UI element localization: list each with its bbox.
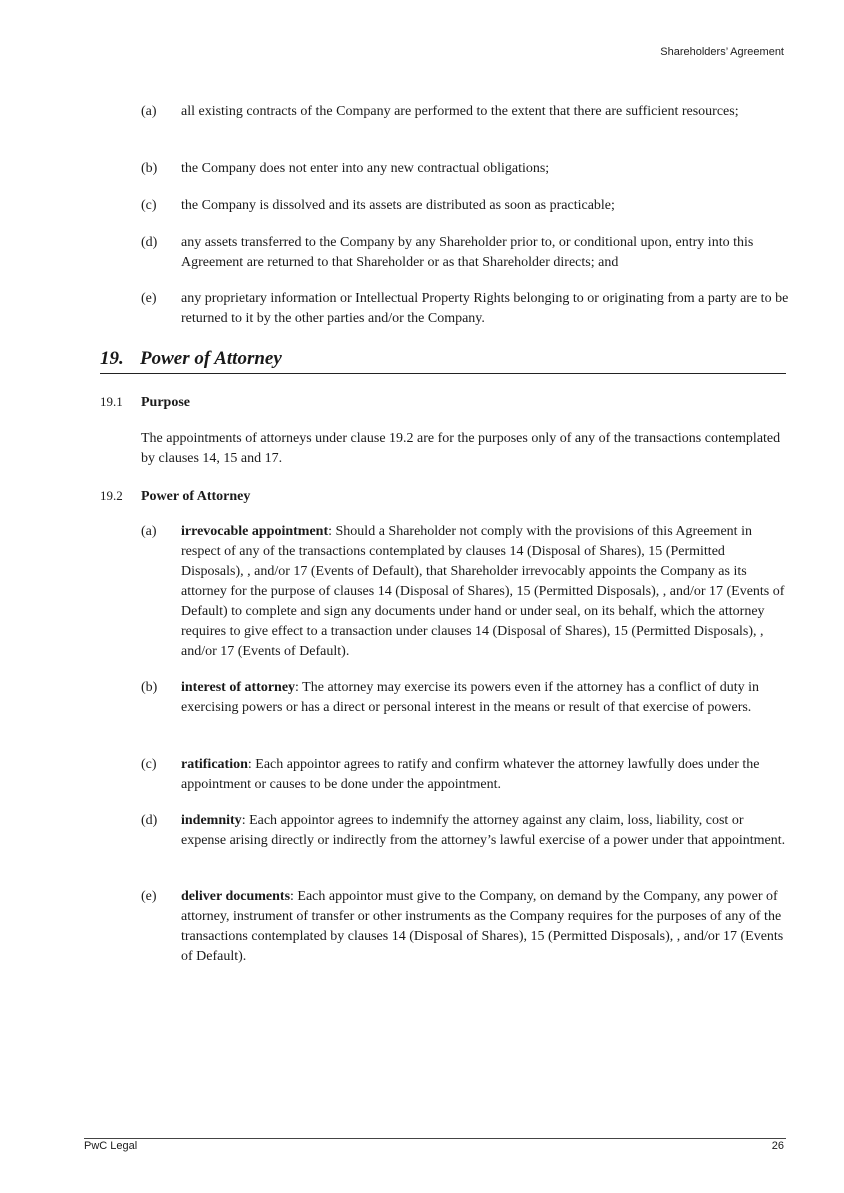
defined-term: ratification <box>181 757 248 772</box>
footer-divider <box>84 1138 786 1139</box>
clause-title: Purpose <box>141 395 190 410</box>
list-item <box>100 159 790 179</box>
defined-term: deliver documents <box>181 889 291 904</box>
page-number: 26 <box>771 1140 784 1152</box>
list-item-body: : Should a Shareholder not comply with the provisions of this Agreement in respect of any of the transactions contemplated by clauses 14 (Disposal of Shares), 15 (Permitted Disposals), , and/or 17 (Events of Default), that Shareholder irrevocably appoints the Company as its attorney for the purpose of clauses 14 (Disposal of Shares), 15 (Permitted Disposals), , and/or 17 (Events of Default) to complete and sign any documents under hand or under seal, on its behalf, which the attorney requires to give effect to a transaction under clauses 14 (Disposal of Shares), 15 (Permitted Disposals), , and/or 17 (Events of Default). <box>181 524 785 659</box>
list-item-label: (e) <box>141 889 157 904</box>
section-number: 19. <box>100 348 124 369</box>
list-item <box>100 887 790 967</box>
defined-term: interest of attorney <box>181 680 296 695</box>
running-header: Shareholders’ Agreement <box>660 46 784 58</box>
list-item <box>100 233 790 273</box>
clause-heading <box>100 486 250 507</box>
list-item-body: : Each appointor agrees to ratify and confirm whatever the attorney lawfully does under the appointment or causes to be done under the appointment. <box>181 757 760 792</box>
list-item-label: (a) <box>141 104 157 119</box>
list-item-body: : Each appointor agrees to indemnify the attorney against any claim, loss, liability, cost or expense arising directly or indirectly from the attorney’s lawful exercise of a power under that appointment. <box>181 813 786 848</box>
list-item-label: (c) <box>141 757 157 772</box>
list-item-text <box>181 887 790 967</box>
list-item-text <box>181 678 790 718</box>
list-item <box>100 522 790 662</box>
list-item-label: (c) <box>141 198 157 213</box>
list-item-label: (b) <box>141 680 158 695</box>
list-item-text: the Company is dissolved and its assets are distributed as soon as practicable; <box>181 198 615 213</box>
list-item <box>100 678 790 718</box>
defined-term: irrevocable appointment <box>181 524 329 539</box>
clause-title: Power of Attorney <box>141 489 251 504</box>
list-item <box>100 811 790 851</box>
defined-term: indemnity <box>181 813 242 828</box>
list-item <box>100 196 790 216</box>
list-item-body: : The attorney may exercise its powers even if the attorney has a conflict of duty in exercising powers or has a direct or personal interest in the means or result of that exercise of powers. <box>181 680 759 715</box>
list-item-text <box>181 522 790 662</box>
clause-heading <box>100 392 190 413</box>
list-item-label: (d) <box>141 813 158 828</box>
list-item <box>100 289 790 329</box>
list-item-text: the Company does not enter into any new contractual obligations; <box>181 161 550 176</box>
list-item-label: (a) <box>141 524 157 539</box>
list-item <box>100 102 790 122</box>
list-item-label: (b) <box>141 161 158 176</box>
list-item-text <box>181 755 790 795</box>
clause-body: The appointments of attorneys under clause 19.2 are for the purposes only of any of the transactions contemplated by clauses 14, 15 and 17. <box>141 431 781 466</box>
clause-number: 19.1 <box>100 394 123 409</box>
list-item-body: : Each appointor must give to the Company, on demand by the Company, any power of attorney, instrument of transfer or other instruments as the Company requires for the purposes of any of the transactions contemplated by clauses 14 (Disposal of Shares), 15 (Permitted Disposals), , and/or 17 (Events of Default). <box>181 889 784 964</box>
section-heading <box>100 347 786 374</box>
section-title: Power of Attorney <box>140 348 282 369</box>
list-item <box>100 755 790 795</box>
footer-firm-name: PwC Legal <box>84 1140 138 1152</box>
list-item-text: any assets transferred to the Company by any Shareholder prior to, or conditional upon, entry into this Agreement are returned to that Shareholder or as that Shareholder directs; and <box>181 235 754 270</box>
list-item-text: any proprietary information or Intellectual Property Rights belonging to or originating from a party are to be returned to it by the other parties and/or the Company. <box>181 291 789 326</box>
list-item-label: (e) <box>141 291 157 306</box>
list-item-label: (d) <box>141 235 158 250</box>
clause-number: 19.2 <box>100 488 123 503</box>
list-item-text: all existing contracts of the Company are performed to the extent that there are sufficient resources; <box>181 104 739 119</box>
list-item-text <box>181 811 790 851</box>
